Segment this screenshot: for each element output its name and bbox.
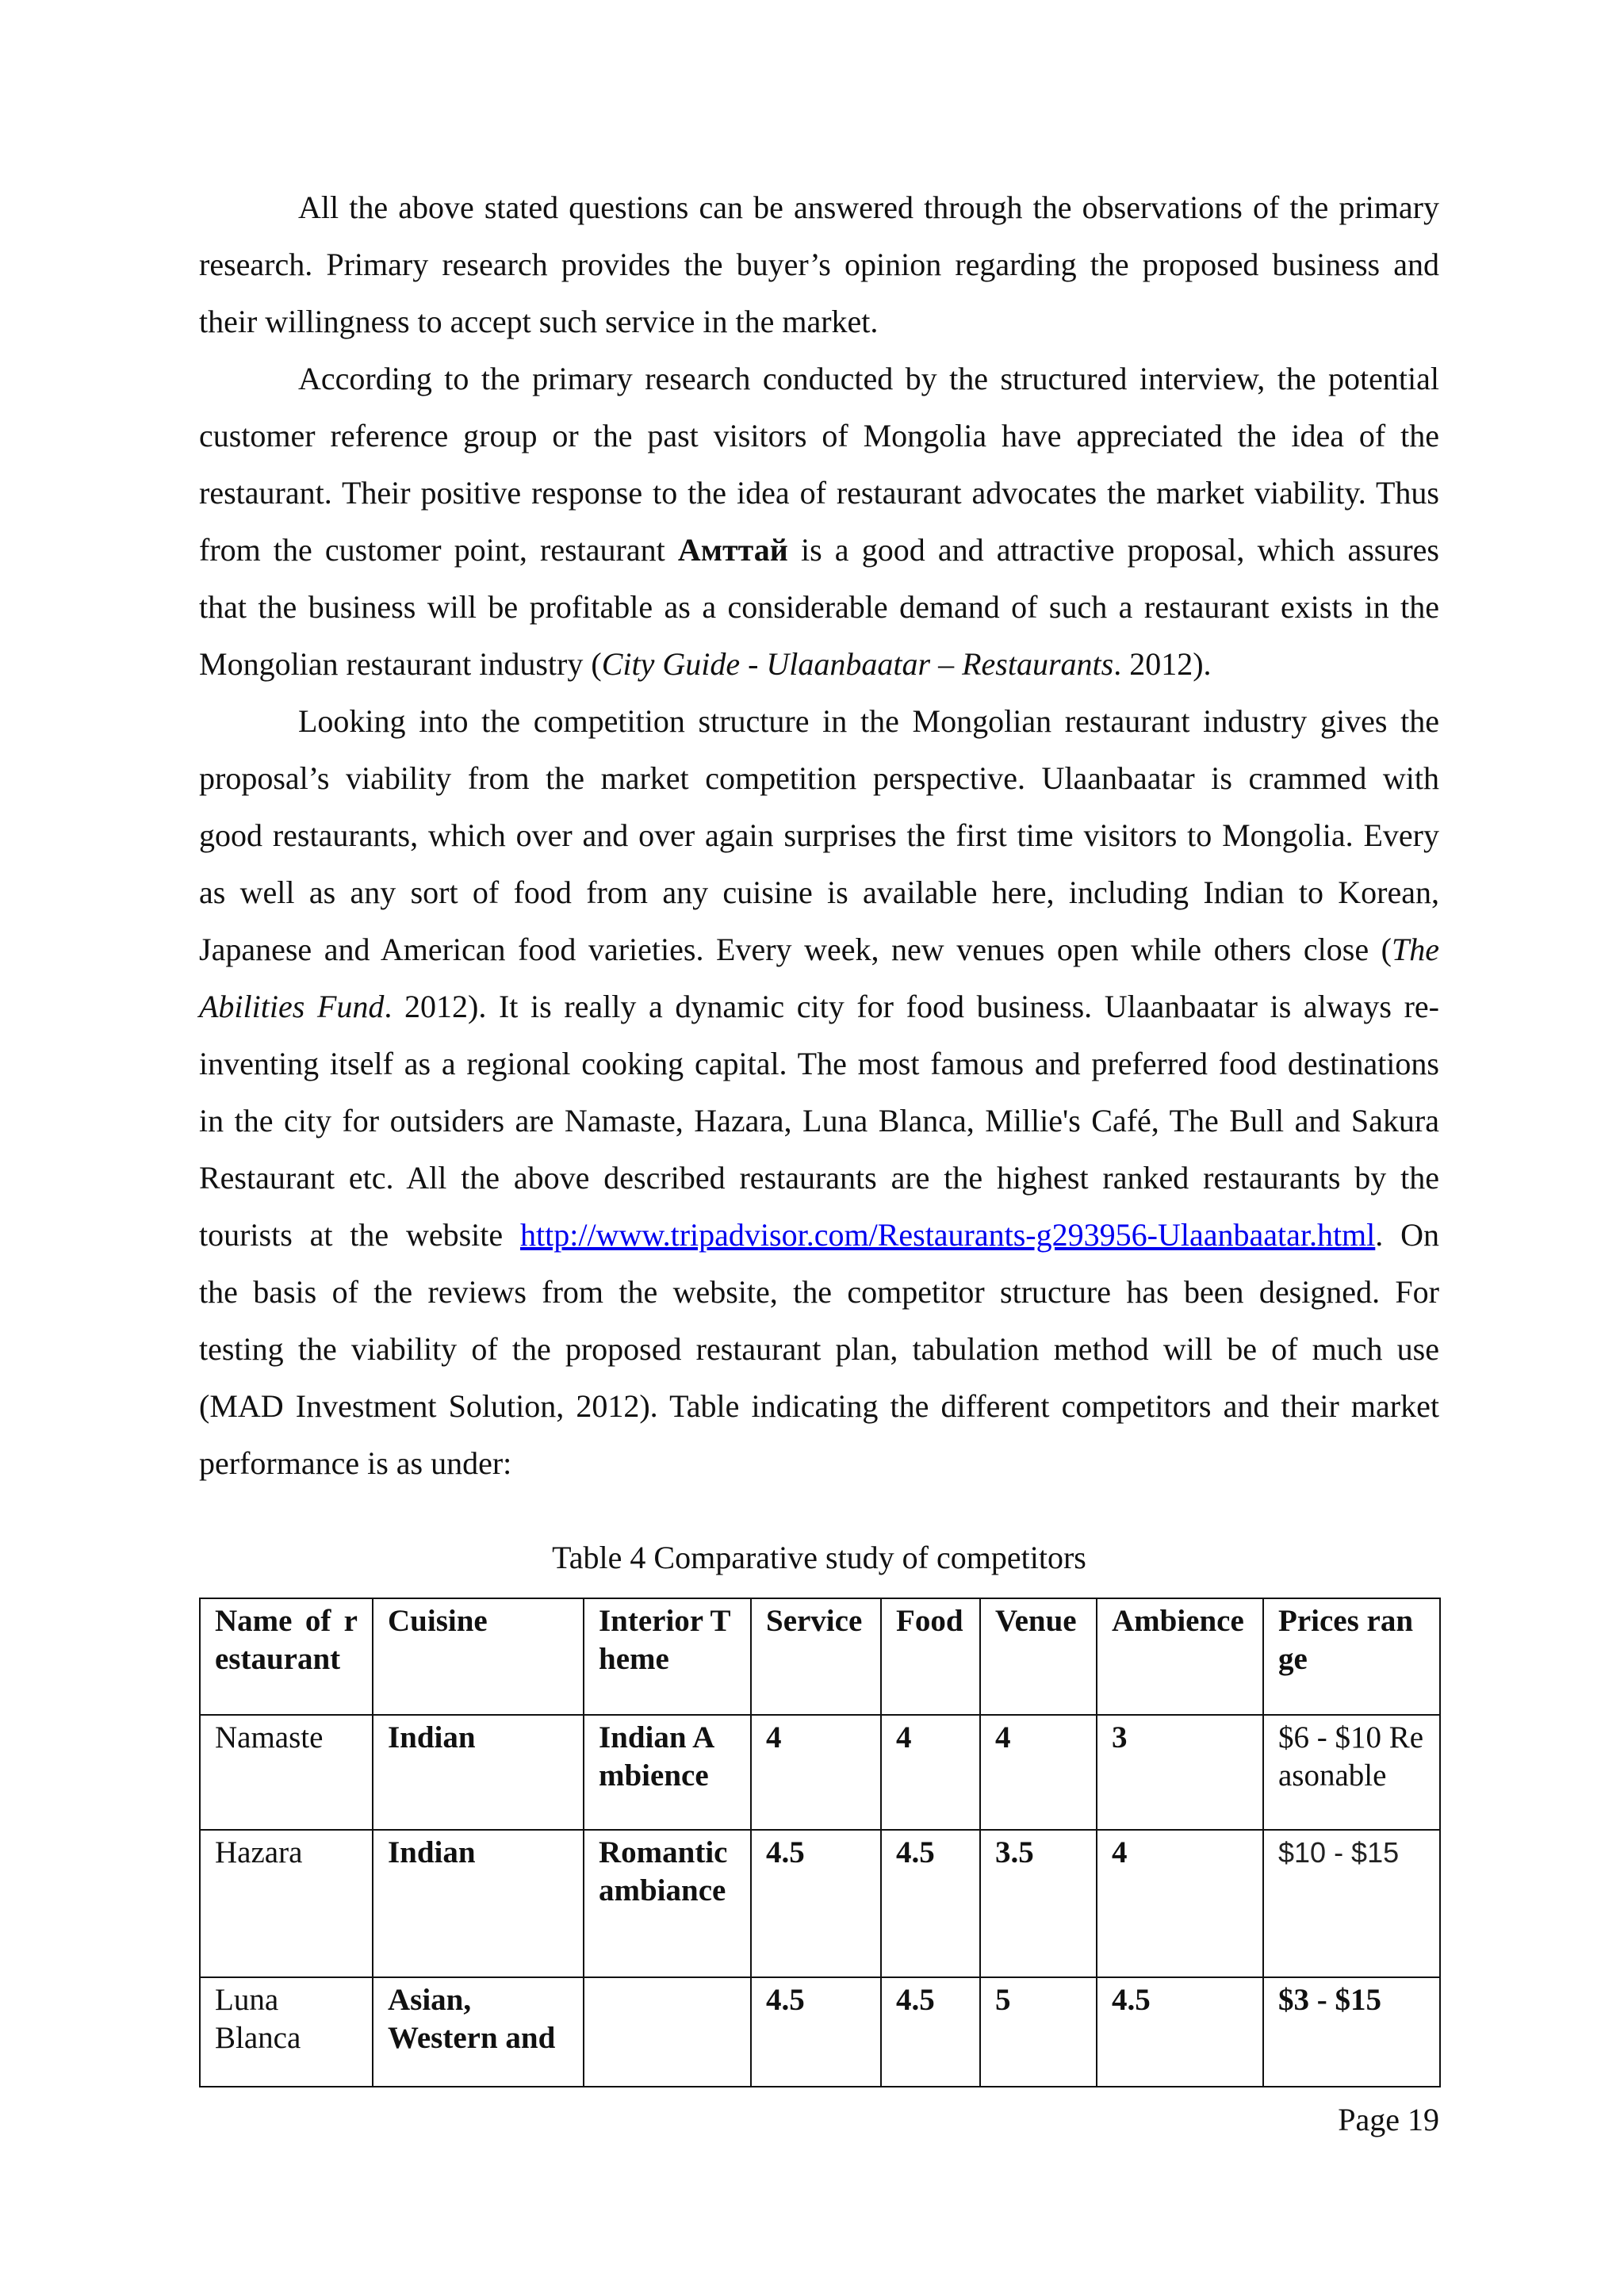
cell-name: Namaste: [200, 1715, 373, 1830]
cell-cuisine: Indian: [373, 1830, 584, 1977]
text-segment: According to the primary research conducted by the structured interview, the potential: [298, 361, 1439, 396]
text-line: [199, 236, 1439, 293]
restaurant-name: Амттай: [677, 532, 788, 568]
text-line: [199, 1435, 1439, 1492]
text-line: [199, 579, 1439, 636]
table-row: [200, 1830, 1440, 1977]
text-line: [199, 1378, 1439, 1435]
cell-interior: [584, 1977, 751, 2087]
text-line: [199, 864, 1439, 921]
citation: Abilities Fund: [199, 989, 385, 1024]
text-line: [199, 1321, 1439, 1378]
text-segment: research. Primary research provides the buyer’s opinion regarding the proposed business and: [199, 247, 1439, 282]
text-segment: Japanese and American food varieties. Every week, new venues open while others close (: [199, 932, 1392, 967]
text-line: [199, 1093, 1439, 1150]
cell-interior: Indian Ambience: [584, 1715, 751, 1830]
text-segment: as well as any sort of food from any cuisine is available here, including Indian to Korean,: [199, 874, 1439, 910]
text-segment: Mongolian restaurant industry (: [199, 646, 602, 682]
text-segment: that the business will be profitable as a considerable demand of such a restaurant exists in the: [199, 589, 1439, 625]
paragraph: [199, 179, 1439, 350]
text-segment: proposal’s viability from the market competition perspective. Ulaanbaatar is crammed with: [199, 760, 1439, 796]
header-prices-range: Prices range: [1263, 1598, 1440, 1715]
citation: The: [1392, 932, 1439, 967]
text-line: [199, 1035, 1439, 1093]
text-line: [199, 408, 1439, 465]
text-segment: Looking into the competition structure in the Mongolian restaurant industry gives the: [298, 703, 1439, 739]
text-segment: Restaurant etc. All the above described restaurants are the highest ranked restaurants by the: [199, 1160, 1439, 1196]
table-row: [200, 1977, 1440, 2087]
text-line: [199, 293, 1439, 350]
cell-cuisine: Asian, Western and: [373, 1977, 584, 2087]
cell-price: $10 - $15: [1263, 1830, 1440, 1977]
body-text: [199, 179, 1439, 1492]
text-line: [199, 921, 1439, 978]
text-segment: . 2012).: [1113, 646, 1212, 682]
header-ambience: Ambience: [1097, 1598, 1263, 1715]
paragraph: [199, 693, 1439, 1492]
cell-venue: 3.5: [980, 1830, 1097, 1977]
paragraph: [199, 350, 1439, 693]
page-number: Page 19: [1338, 2102, 1439, 2137]
text-segment: testing the viability of the proposed restaurant plan, tabulation method will be of much use: [199, 1331, 1439, 1367]
text-segment: customer reference group or the past visitors of Mongolia have appreciated the idea of the: [199, 418, 1439, 453]
text-segment: good restaurants, which over and over again surprises the first time visitors to Mongolia. Every: [199, 817, 1439, 853]
text-line: [199, 1207, 1439, 1264]
cell-price: $6 - $10 Reasonable: [1263, 1715, 1440, 1830]
text-line: [199, 750, 1439, 807]
header-interior-theme: Interior Theme: [584, 1598, 751, 1715]
citation: City Guide - Ulaanbaatar – Restaurants: [601, 646, 1114, 682]
text-line: [199, 693, 1439, 750]
cell-venue: 5: [980, 1977, 1097, 2087]
text-segment: restaurant. Their positive response to the idea of restaurant advocates the market viability. Thus: [199, 475, 1439, 511]
text-line: [199, 522, 1439, 579]
cell-service: 4: [751, 1715, 881, 1830]
table-row: [200, 1715, 1440, 1830]
text-segment: is a good and attractive proposal, which assures: [787, 532, 1439, 568]
text-segment: (MAD Investment Solution, 2012). Table indicating the different competitors and their market: [199, 1388, 1439, 1424]
tripadvisor-link[interactable]: http://www.tripadvisor.com/Restaurants-g293956-Ulaanbaatar.html: [519, 1217, 1376, 1253]
cell-food: 4.5: [881, 1977, 980, 2087]
text-line: [199, 350, 1439, 408]
header-venue: Venue: [980, 1598, 1097, 1715]
text-line: [199, 179, 1439, 236]
competitors-table: [199, 1598, 1441, 2087]
cell-ambience: 4.5: [1097, 1977, 1263, 2087]
text-segment: from the customer point, restaurant: [199, 532, 678, 568]
cell-service: 4.5: [751, 1830, 881, 1977]
cell-cuisine: Indian: [373, 1715, 584, 1830]
text-segment: in the city for outsiders are Namaste, Hazara, Luna Blanca, Millie's Café, The Bull and Sakura: [199, 1103, 1439, 1138]
table-caption: Table 4 Comparative study of competitors: [552, 1540, 1086, 1575]
cell-name: Hazara: [200, 1830, 373, 1977]
text-line: [199, 807, 1439, 864]
table-header-row: [200, 1598, 1440, 1715]
text-line: [199, 1264, 1439, 1321]
cell-price: $3 - $15: [1263, 1977, 1440, 2087]
cell-interior: Romantic ambiance: [584, 1830, 751, 1977]
header-cuisine: Cuisine: [373, 1598, 584, 1715]
cell-service: 4.5: [751, 1977, 881, 2087]
header-name: Name of restaurant: [200, 1598, 373, 1715]
cell-name: Luna Blanca: [200, 1977, 373, 2087]
text-line: [199, 978, 1439, 1035]
cell-ambience: 3: [1097, 1715, 1263, 1830]
text-segment: All the above stated questions can be answered through the observations of the primary: [298, 189, 1439, 225]
cell-food: 4: [881, 1715, 980, 1830]
text-segment: performance is as under:: [199, 1445, 512, 1481]
text-segment: . 2012). It is really a dynamic city for food business. Ulaanbaatar is always re-: [384, 989, 1439, 1024]
text-line: [199, 636, 1439, 693]
text-segment: . On: [1375, 1217, 1439, 1253]
text-line: [199, 1150, 1439, 1207]
header-food: Food: [881, 1598, 980, 1715]
text-line: [199, 465, 1439, 522]
cell-ambience: 4: [1097, 1830, 1263, 1977]
text-segment: the basis of the reviews from the website, the competitor structure has been designed. For: [199, 1274, 1439, 1310]
text-segment: inventing itself as a regional cooking capital. The most famous and preferred food destinations: [199, 1046, 1439, 1081]
header-service: Service: [751, 1598, 881, 1715]
text-segment: tourists at the website: [199, 1217, 520, 1253]
cell-venue: 4: [980, 1715, 1097, 1830]
text-segment: their willingness to accept such service in the market.: [199, 304, 879, 339]
cell-food: 4.5: [881, 1830, 980, 1977]
